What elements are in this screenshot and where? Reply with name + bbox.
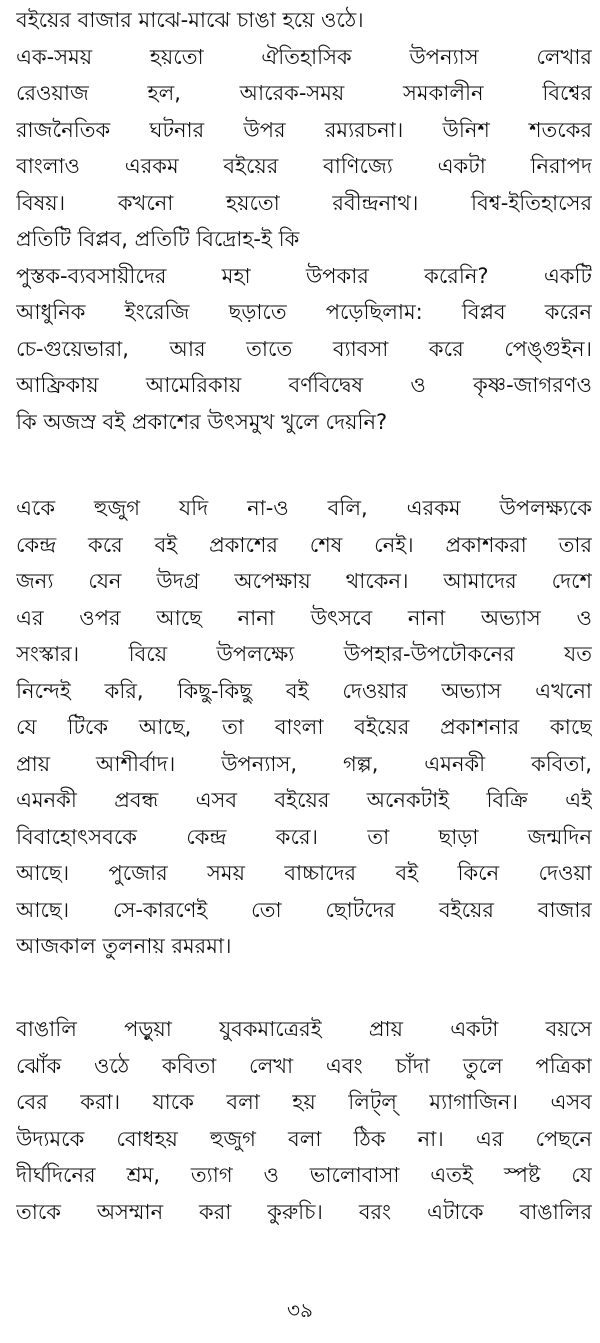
text-line: কেন্দ্র করে বই প্রকাশের শেষ নেই। প্রকাশকরা তার — [16, 532, 592, 557]
text-line: রাজনৈতিক ঘটনার উপর রম্যরচনা। উনিশ শতকের — [16, 117, 592, 142]
text-line: আফ্রিকায় আমেরিকায় বর্ণবিদ্বেষ ও কৃষ্ণ-জাগরণও — [16, 373, 592, 397]
paragraph-2 — [16, 490, 592, 965]
text-line: দীর্ঘদিনের শ্রম, ত্যাগ ও ভালোবাসা এতই স্পষ্ট যে — [16, 1163, 592, 1187]
text-line: পুস্তক-ব্যবসায়ীদের মহা উপকার করেনি? একটি — [16, 263, 592, 288]
text-line: ঝোঁক ওঠে কবিতা লেখা এবং চাঁদা তুলে পত্রিকা — [16, 1053, 592, 1078]
text-line: একে হুজুগ যদি না-ও বলি, এরকম উপলক্ষ্যকে — [16, 496, 592, 520]
text-line: উদ্যমকে বোধহয় হুজুগ বলা ঠিক না। এর পেছনে — [16, 1126, 592, 1151]
text-line: বাংলাও এরকম বইয়ের বাণিজ্যে একটা নিরাপদ — [16, 154, 592, 178]
paragraph-1 — [16, 2, 592, 440]
text-line: এর ওপর আছে নানা উৎসবে নানা অভ্যাস ও — [16, 605, 592, 630]
text-line: এমনকী প্রবন্ধ এসব বইয়ের অনেকটাই বিক্রি এই — [16, 788, 592, 812]
text-line: রেওয়াজ হল, আরেক-সময় সমকালীন বিশ্বের — [16, 81, 592, 105]
page-number: ৩৯ — [287, 1298, 313, 1322]
text-line: কি অজস্র বই প্রকাশের উৎসমুখ খুলে দেয়নি? — [16, 409, 388, 434]
text-line: যে টিকে আছে, তা বাংলা বইয়ের প্রকাশনার কাছে — [16, 715, 592, 739]
text-line: নিন্দেই করি, কিছু-কিছু বই দেওয়ার অভ্যাস এখনো — [16, 678, 592, 703]
text-line: বের করা। যাকে বলা হয় লিট্‌ল্ ম্যাগাজিন। এসব — [16, 1090, 592, 1114]
text-line: চে-গুয়েভারা, আর তাতে ব্যাবসা করে পেঙ্গুইন। — [16, 336, 592, 361]
text-line: বিবাহোৎসবকে কেন্দ্র করে। তা ছাড়া জন্মদিন — [16, 824, 592, 849]
text-line: আধুনিক ইংরেজি ছড়াতে পড়েছিলাম: বিপ্লব করেন — [16, 300, 592, 324]
text-line: বাঙালি পড়ুয়া যুবকমাত্রেরই প্রায় একটা বয়সে — [16, 1017, 592, 1041]
text-line: সংস্কার। বিয়ে উপলক্ষ্যে উপহার-উপঢৌকনের যত — [16, 642, 592, 666]
text-line: বিষয়। কখনো হয়তো রবীন্দ্রনাথ। বিশ্ব-ইতিহাসের — [16, 190, 592, 215]
text-line: আজকাল তুলনায় রমরমা। — [16, 934, 232, 958]
text-line: জন্য যেন উদগ্র অপেক্ষায় থাকেন। আমাদের দেশে — [16, 569, 592, 593]
text-line: এক-সময় হয়তো ঐতিহাসিক উপন্যাস লেখার — [16, 44, 592, 69]
text-line: প্রায় আশীর্বাদ। উপন্যাস, গল্প, এমনকী কবিতা, — [16, 751, 592, 776]
paragraph-3 — [16, 1011, 592, 1230]
text-line: তাকে অসম্মান করা কুরুচি। বরং এটাকে বাঙালির — [16, 1199, 592, 1224]
text-line: আছে। সে-কারণেই তো ছোটদের বইয়ের বাজার — [16, 897, 592, 922]
text-line: আছে। পুজোর সময় বাচ্চাদের বই কিনে দেওয়া — [16, 861, 592, 885]
text-line: প্রতিটি বিপ্লব, প্রতিটি বিদ্রোহ-ই কি — [16, 227, 300, 251]
text-line: বইয়ের বাজার মাঝে-মাঝে চাঙা হয়ে ওঠে। — [16, 8, 364, 32]
